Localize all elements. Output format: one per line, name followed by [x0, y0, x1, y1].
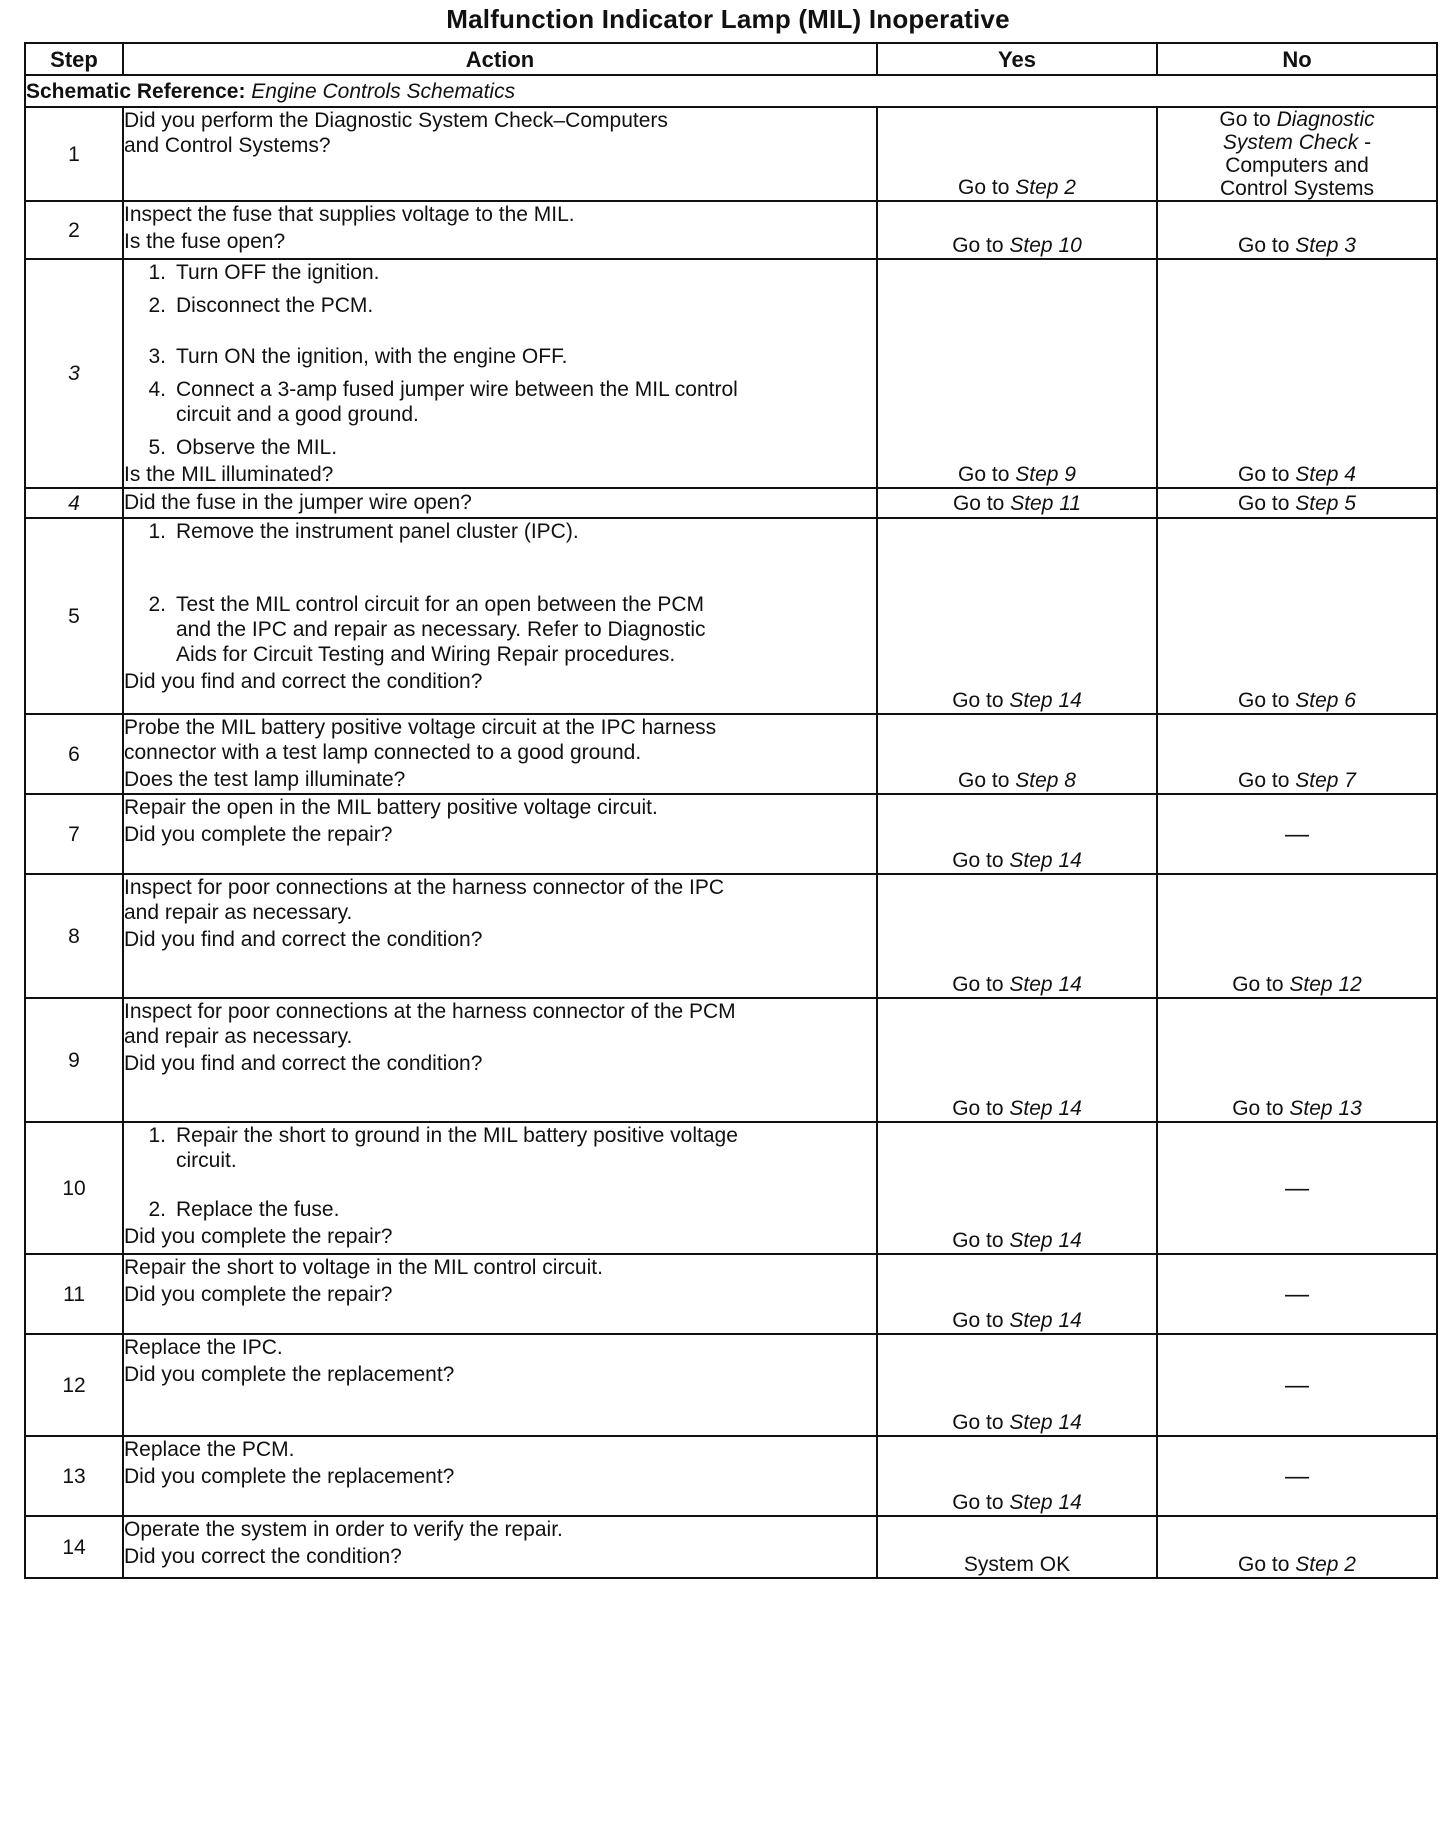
- step-number: 14: [25, 1516, 123, 1578]
- action-text: Inspect the fuse that supplies voltage to the MIL.: [124, 203, 575, 226]
- step-number: 3: [25, 259, 123, 488]
- no-dash: —: [1285, 1280, 1309, 1308]
- yes-prefix: Go to: [958, 176, 1010, 199]
- no-dash: —: [1285, 1371, 1309, 1399]
- yes-prefix: Go to: [952, 973, 1004, 996]
- no-cell: [1157, 714, 1437, 794]
- header-no: No: [1157, 43, 1437, 75]
- no-cell: [1157, 1122, 1437, 1254]
- action-cell: [123, 1334, 877, 1436]
- action-text: Repair the open in the MIL battery positive voltage circuit.: [124, 796, 658, 819]
- list-item: 1. Remove the instrument panel cluster (IPC).: [148, 520, 579, 543]
- action-question: Does the test lamp illuminate?: [124, 768, 406, 791]
- action-question: Is the MIL illuminated?: [124, 463, 334, 486]
- table-row: [25, 1254, 1437, 1334]
- no-prefix: Go to: [1238, 1553, 1290, 1576]
- action-question: Did you complete the replacement?: [124, 1363, 455, 1386]
- no-ref-suffix: -: [1358, 131, 1372, 154]
- yes-cell: [877, 259, 1157, 488]
- action-text: Did you perform the Diagnostic System Check–Computers: [124, 109, 668, 132]
- action-question: Did you complete the repair?: [124, 1225, 393, 1248]
- action-text: Replace the IPC.: [124, 1336, 283, 1359]
- no-dash: —: [1285, 1462, 1309, 1490]
- yes-step-link[interactable]: Step 11: [1010, 492, 1082, 515]
- action-text: Inspect for poor connections at the harness connector of the PCM: [124, 1000, 736, 1023]
- step-number: 4: [25, 488, 123, 518]
- action-text: connector with a test lamp connected to a good ground.: [124, 741, 642, 764]
- no-cell: [1157, 998, 1437, 1122]
- list-item: 1. Turn OFF the ignition.: [148, 261, 380, 284]
- action-question: Did you find and correct the condition?: [124, 1052, 483, 1075]
- table-row: [25, 488, 1437, 518]
- no-prefix: Go to: [1238, 492, 1290, 515]
- no-step-link[interactable]: Step 7: [1295, 769, 1356, 792]
- yes-cell: [877, 488, 1157, 518]
- table-row: [25, 874, 1437, 998]
- action-question: Did you correct the condition?: [124, 1545, 402, 1568]
- table-row: [25, 1516, 1437, 1578]
- no-step-link[interactable]: Step 4: [1295, 463, 1356, 486]
- yes-prefix: Go to: [952, 1411, 1004, 1434]
- yes-step-link[interactable]: Step 14: [1009, 1309, 1082, 1332]
- no-cell: [1157, 201, 1437, 259]
- header-action: Action: [123, 43, 877, 75]
- action-steps: [124, 1123, 876, 1222]
- list-item: 1. Repair the short to ground in the MIL battery positive voltage circuit.: [148, 1124, 738, 1172]
- step-number: 6: [25, 714, 123, 794]
- yes-step-link[interactable]: Step 14: [1009, 849, 1082, 872]
- page-title: Malfunction Indicator Lamp (MIL) Inoperative: [446, 4, 1010, 34]
- table-row: [25, 794, 1437, 874]
- step-number: 5: [25, 518, 123, 714]
- no-step-link[interactable]: Step 12: [1289, 973, 1362, 996]
- yes-prefix: Go to: [952, 849, 1004, 872]
- no-ref-link[interactable]: Diagnostic: [1276, 108, 1375, 131]
- action-text: Repair the short to voltage in the MIL control circuit.: [124, 1256, 603, 1279]
- no-prefix: Go to: [1232, 973, 1284, 996]
- yes-prefix: Go to: [952, 234, 1004, 257]
- step-number: 2: [25, 201, 123, 259]
- yes-prefix: Go to: [952, 492, 1005, 515]
- no-cell: [1157, 794, 1437, 874]
- yes-prefix: Go to: [952, 1229, 1004, 1252]
- action-cell: [123, 518, 877, 714]
- no-prefix: Go to: [1238, 769, 1290, 792]
- yes-step-link[interactable]: Step 14: [1009, 1411, 1082, 1434]
- schematic-reference-link[interactable]: Engine Controls Schematics: [251, 79, 516, 103]
- yes-prefix: Go to: [952, 1097, 1004, 1120]
- no-prefix: Go to: [1238, 234, 1290, 257]
- step-number: 8: [25, 874, 123, 998]
- no-cell: [1157, 259, 1437, 488]
- action-question: Did the fuse in the jumper wire open?: [124, 491, 472, 514]
- action-question: Did you find and correct the condition?: [124, 670, 483, 693]
- no-step-link[interactable]: Step 3: [1295, 234, 1356, 257]
- table-row: [25, 259, 1437, 488]
- yes-step-link[interactable]: Step 14: [1009, 1491, 1082, 1514]
- yes-cell: [877, 107, 1157, 201]
- step-number: 11: [25, 1254, 123, 1334]
- action-text: Replace the PCM.: [124, 1438, 295, 1461]
- yes-prefix: Go to: [952, 1309, 1004, 1332]
- no-dash: —: [1285, 820, 1309, 848]
- step-number: 9: [25, 998, 123, 1122]
- no-ref-link[interactable]: System Check: [1222, 131, 1359, 154]
- action-cell: [123, 874, 877, 998]
- action-steps: [124, 519, 876, 667]
- yes-cell: [877, 1122, 1157, 1254]
- action-cell: [123, 1254, 877, 1334]
- yes-cell: [877, 518, 1157, 714]
- list-item: 2. Disconnect the PCM.: [148, 294, 374, 317]
- yes-cell: [877, 1254, 1157, 1334]
- yes-step-link[interactable]: Step 14: [1009, 1097, 1082, 1120]
- no-prefix: Go to: [1238, 463, 1290, 486]
- yes-step-link[interactable]: Step 8: [1015, 769, 1076, 792]
- list-item: 4. Connect a 3-amp fused jumper wire between the MIL control circuit and a good ground.: [148, 378, 738, 426]
- yes-cell: [877, 714, 1157, 794]
- action-question: Did you complete the repair?: [124, 823, 393, 846]
- step-number: 10: [25, 1122, 123, 1254]
- action-steps: [124, 260, 876, 460]
- action-cell: [123, 488, 877, 518]
- yes-cell: [877, 201, 1157, 259]
- table-row: [25, 1436, 1437, 1516]
- action-cell: [123, 794, 877, 874]
- no-prefix: Go to: [1238, 689, 1290, 712]
- table-row: [25, 1334, 1437, 1436]
- step-number: 13: [25, 1436, 123, 1516]
- action-cell: [123, 1436, 877, 1516]
- action-question: Did you complete the repair?: [124, 1283, 393, 1306]
- no-prefix: Go to: [1232, 1097, 1284, 1120]
- step-number: 1: [25, 107, 123, 201]
- no-step-link[interactable]: Step 5: [1295, 492, 1356, 515]
- no-step-link[interactable]: Step 2: [1295, 1553, 1356, 1576]
- no-ref-text: Control Systems: [1219, 177, 1375, 200]
- yes-result: System OK: [963, 1553, 1071, 1576]
- action-cell: [123, 1516, 877, 1578]
- action-question: Did you find and correct the condition?: [124, 928, 483, 951]
- list-item: 5. Observe the MIL.: [148, 436, 338, 459]
- table-row: [25, 518, 1437, 714]
- yes-cell: [877, 794, 1157, 874]
- action-question: Did you complete the replacement?: [124, 1465, 455, 1488]
- yes-step-link[interactable]: Step 14: [1009, 689, 1082, 712]
- schematic-reference-row: [25, 75, 1437, 107]
- yes-step-link[interactable]: Step 10: [1009, 234, 1082, 257]
- action-text: and Control Systems?: [124, 134, 331, 157]
- header-yes: Yes: [877, 43, 1157, 75]
- header-step: Step: [25, 43, 123, 75]
- action-cell: [123, 259, 877, 488]
- yes-cell: [877, 874, 1157, 998]
- yes-cell: [877, 1334, 1157, 1436]
- no-dash: —: [1285, 1174, 1309, 1202]
- no-prefix: Go to: [1219, 108, 1271, 131]
- yes-prefix: Go to: [952, 689, 1004, 712]
- action-cell: [123, 107, 877, 201]
- yes-prefix: Go to: [952, 1491, 1004, 1514]
- no-cell: [1157, 488, 1437, 518]
- table-row: [25, 1122, 1437, 1254]
- action-cell: [123, 201, 877, 259]
- action-text: Probe the MIL battery positive voltage circuit at the IPC harness: [124, 716, 717, 739]
- action-question: Is the fuse open?: [124, 230, 286, 253]
- action-cell: [123, 714, 877, 794]
- action-text: Operate the system in order to verify the repair.: [124, 1518, 563, 1541]
- no-cell: [1157, 518, 1437, 714]
- no-step-link[interactable]: Step 13: [1289, 1097, 1362, 1120]
- table-row: [25, 201, 1437, 259]
- action-text: Inspect for poor connections at the harness connector of the IPC: [124, 876, 725, 899]
- yes-cell: [877, 1516, 1157, 1578]
- yes-step-link[interactable]: Step 9: [1015, 463, 1076, 486]
- yes-cell: [877, 1436, 1157, 1516]
- no-cell: [1157, 1516, 1437, 1578]
- table-row: [25, 714, 1437, 794]
- no-cell: [1157, 1254, 1437, 1334]
- yes-prefix: Go to: [958, 769, 1010, 792]
- step-number: 12: [25, 1334, 123, 1436]
- table-row: [25, 107, 1437, 201]
- step-number: 7: [25, 794, 123, 874]
- yes-cell: [877, 998, 1157, 1122]
- list-item: 2. Replace the fuse.: [148, 1198, 340, 1221]
- no-ref-text: Computers and: [1225, 154, 1369, 177]
- diagnostic-table: [24, 42, 1438, 1579]
- no-step-link[interactable]: Step 6: [1295, 689, 1356, 712]
- schematic-reference: [25, 75, 1437, 107]
- action-text: and repair as necessary.: [124, 1025, 353, 1048]
- schematic-reference-label: Schematic Reference:: [26, 79, 246, 103]
- table-row: [25, 998, 1437, 1122]
- no-cell: [1157, 874, 1437, 998]
- action-cell: [123, 998, 877, 1122]
- yes-step-link[interactable]: Step 2: [1015, 176, 1076, 199]
- action-text: and repair as necessary.: [124, 901, 353, 924]
- header-row: [25, 43, 1437, 75]
- no-cell: [1157, 107, 1437, 201]
- yes-step-link[interactable]: Step 14: [1009, 1229, 1082, 1252]
- list-item: 3. Turn ON the ignition, with the engine OFF.: [148, 345, 568, 368]
- action-cell: [123, 1122, 877, 1254]
- yes-step-link[interactable]: Step 14: [1009, 973, 1082, 996]
- no-cell: [1157, 1334, 1437, 1436]
- list-item: 2. Test the MIL control circuit for an open between the PCM and the IPC and repair as necessary. Refer to Diagnostic Aids for Circuit Testing and Wiring Repair procedures.: [148, 593, 706, 666]
- yes-prefix: Go to: [958, 463, 1010, 486]
- no-cell: [1157, 1436, 1437, 1516]
